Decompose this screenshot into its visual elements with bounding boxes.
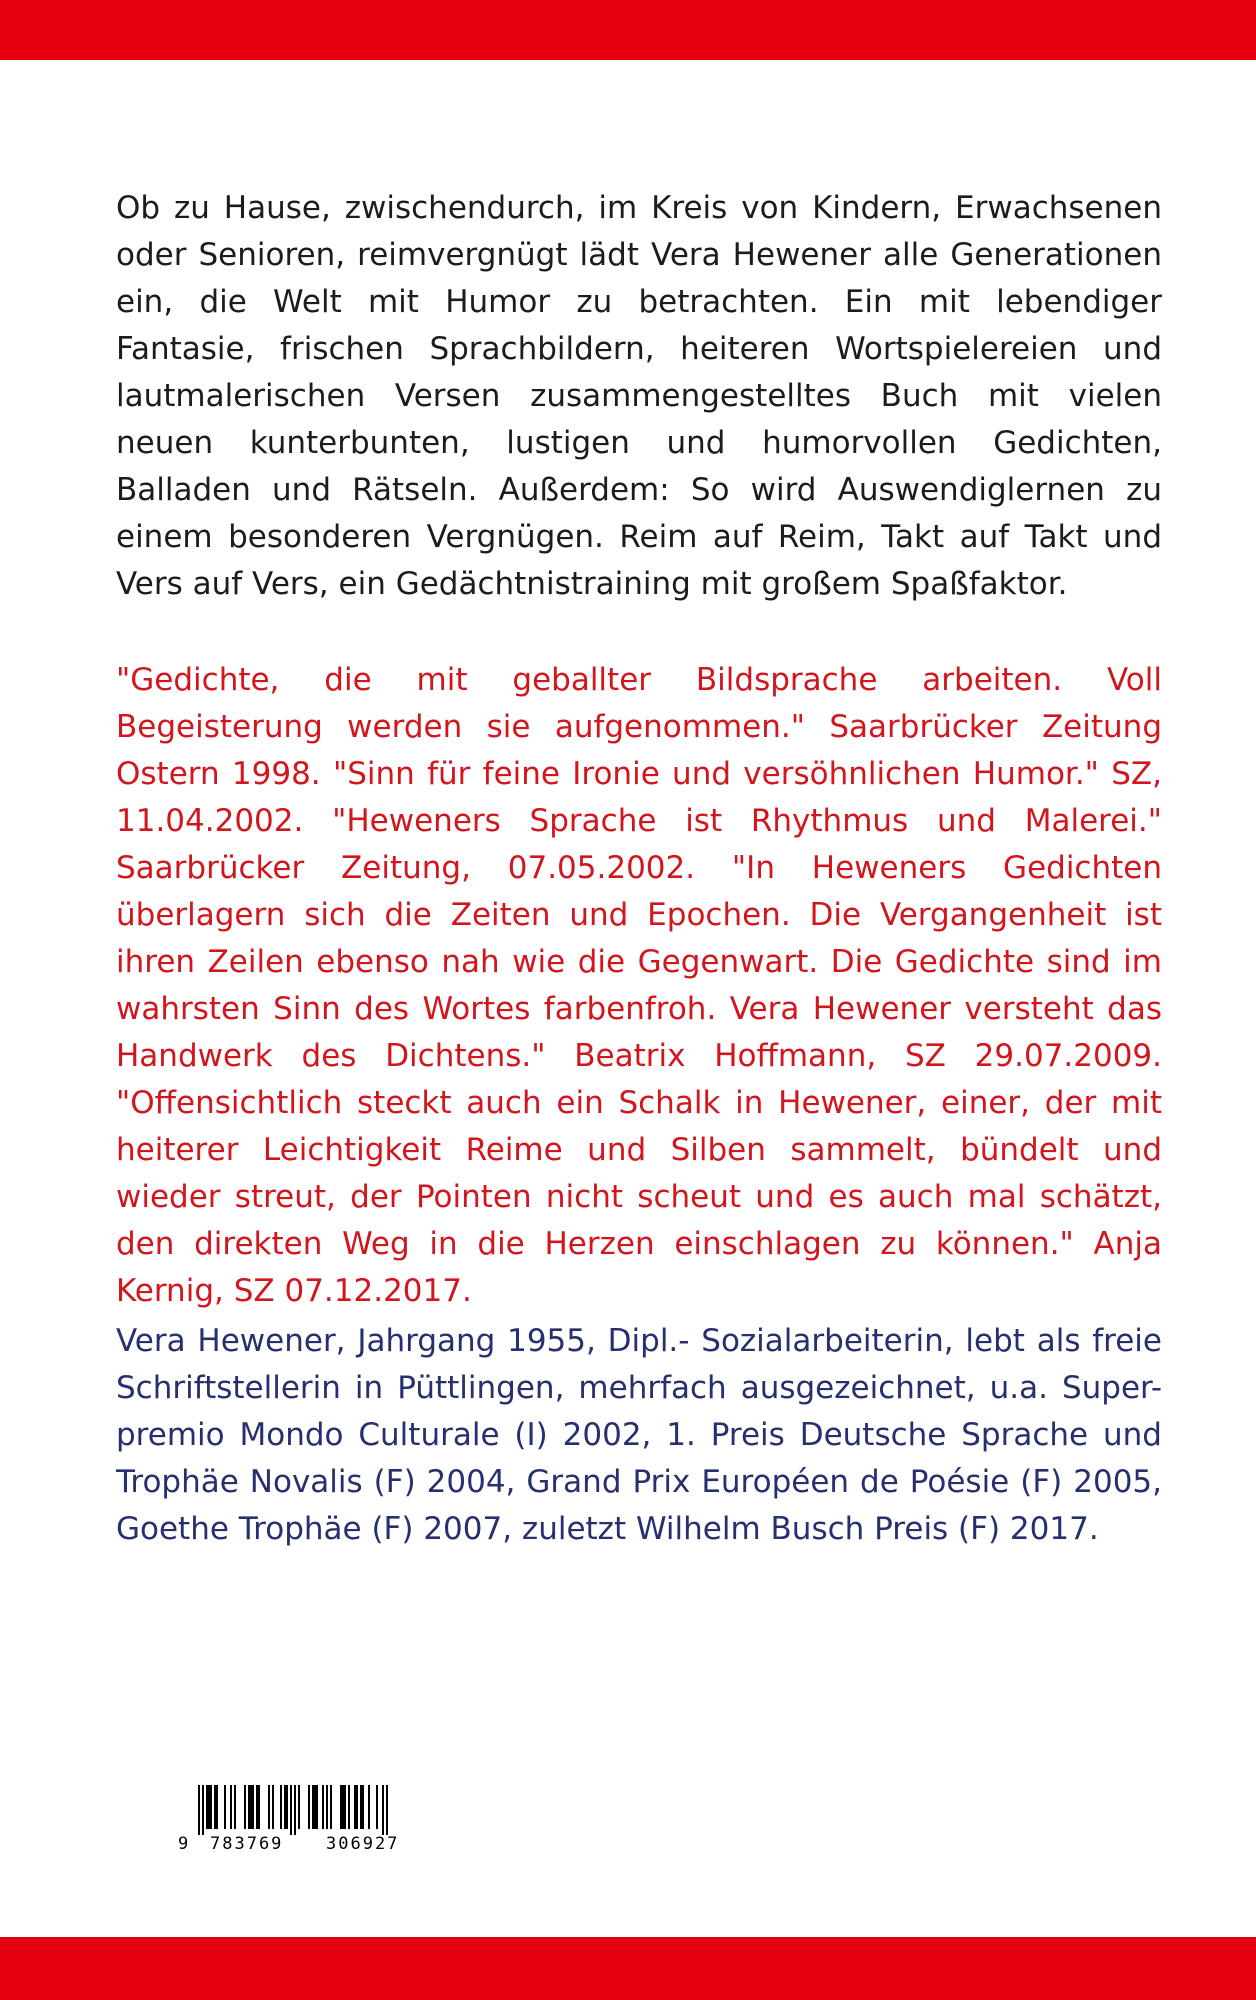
barcode-bar [360,1785,362,1829]
barcode-right-digits: 306927 [326,1834,400,1854]
barcode-bar [258,1785,260,1829]
barcode-bar [250,1785,252,1829]
barcode-bar [348,1785,350,1829]
barcode-first-digit: 9 [178,1834,189,1854]
barcode-bar [198,1785,200,1835]
barcode-bar [234,1785,236,1829]
barcode-bar [284,1785,286,1829]
barcode-bars [178,1785,440,1835]
barcode-bar [216,1785,218,1829]
barcode-bar [376,1785,378,1829]
barcode-bar [382,1785,384,1835]
barcode-bar [362,1785,364,1829]
barcode-left-digits: 783769 [210,1834,284,1854]
bottom-red-band [0,1937,1256,2000]
press-quotes-paragraph: "Gedichte, die mit geballter Bildsprache arbeiten. Voll Begeisterung werden sie aufgenommen." Saarbrücker Zeitung Ostern 1998. "Sinn für feine Ironie und versöhnlichen Humor." SZ, 11.04.2002. "Heweners Sprache ist Rhythmus und Malerei." Saarbrücker Zeitung, 07.05.2002. "In Heweners Gedichten überlagern sich die Zeiten und Epochen. Die Vergangenheit ist ihren Zeilen ebenso nah wie die Gegenwart. Die Gedichte sind im wahrsten Sinn des Wortes farbenfroh. Vera Hewener versteht das Handwerk des Dichtens." Beatrix Hoffmann, SZ 29.07.2009. "Offensichtlich steckt auch ein Schalk in Hewener, einer, der mit heiterer Leichtigkeit Reime und Silben sammelt, bündelt und wieder streut, der Pointen nicht scheut und es auch mal schätzt, den direkten Weg in die Herzen einschlagen zu können." Anja Kernig, SZ 07.12.2017. [116,662,1162,1309]
barcode-bar [230,1785,232,1829]
barcode-bar [326,1785,328,1829]
barcode-bar [210,1785,212,1829]
barcode-bar [342,1785,344,1829]
barcode-bar [322,1785,324,1829]
barcode-bar [202,1785,204,1835]
author-bio-paragraph: Vera Hewener, Jahrgang 1955, Dipl.- Sozialarbeiterin, lebt als freie Schriftstellerin in Püttlingen, mehrfach ausgezeichnet, u.a. Super-premio Mondo Culturale (I) 2002, 1. Preis Deutsche Sprache und Trophäe Novalis (F) 2004, Grand Prix Européen de Poésie (F) 2005, Goethe Trophäe (F) 2007, zuletzt Wilhelm Busch Preis (F) 2017. [116,1323,1162,1547]
barcode-bar [272,1785,274,1829]
barcode-bar [280,1785,282,1829]
barcode-bar [340,1785,342,1829]
barcode-bar [316,1785,318,1829]
barcode-bar [268,1785,270,1829]
barcode-bar [308,1785,310,1829]
barcode-bar [214,1785,216,1829]
barcode-bar [386,1785,388,1835]
barcode-bar [368,1785,370,1829]
intro-paragraph: Ob zu Hause, zwischendurch, im Kreis von Kindern, Erwachsenen oder Senioren, reimvergnügt lädt Vera Hewener alle Generationen ein, die Welt mit Humor zu betrachten. Ein mit lebendiger Fantasie, frischen Sprachbildern, heiteren Wortspielereien und lautmalerischen Versen zusammengestelltes Buch mit vielen neuen kunterbunten, lustigen und humorvollen Gedichten, Balladen und Rätseln. Außerdem: So wird Auswendiglernen zu einem besonderen Vergnügen. Reim auf Reim, Takt auf Takt und Vers auf Vers, ein Gedächtnistraining mit großem Spaßfaktor. [116,190,1162,602]
barcode-bar [294,1785,296,1835]
barcode-bar [290,1785,292,1835]
barcode-bar [344,1785,346,1829]
barcode-bar [314,1785,316,1829]
barcode-bar [256,1785,258,1829]
barcode-bar [244,1785,246,1829]
barcode-bar [354,1785,356,1829]
barcode-bar [298,1785,300,1829]
barcode-bar [206,1785,208,1829]
barcode-bar [356,1785,358,1829]
barcode-bar [252,1785,254,1829]
barcode-bar [286,1785,288,1829]
top-red-band [0,0,1256,60]
barcode-bar [248,1785,250,1829]
barcode-bar [224,1785,226,1829]
barcode-bar [312,1785,314,1829]
barcode-bar [330,1785,332,1829]
barcode-bar [208,1785,210,1829]
